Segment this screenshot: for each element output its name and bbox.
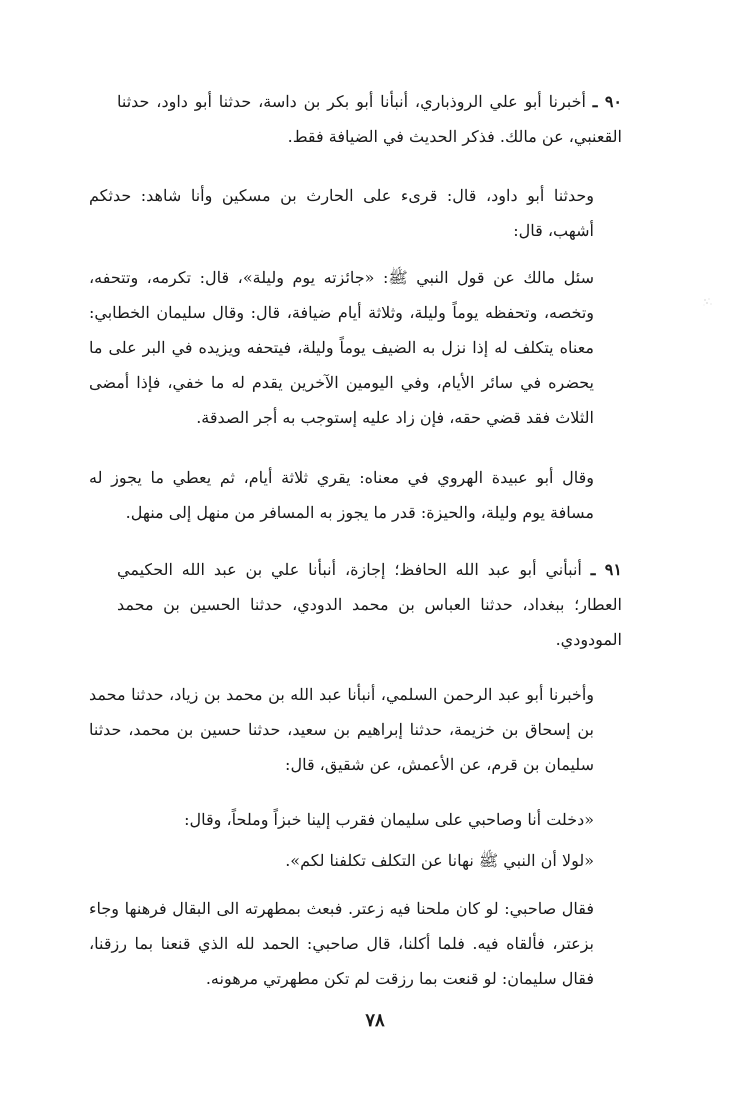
paragraph-commentary: وقال أبو عبيدة الهروي في معناه: يقري ثلاثة أيام، ثم يعطي ما يجوز له مسافة يوم وليلة، والحيزة: قدر ما يجوز به المسافر من منهل إلى منهل. [89, 468, 594, 522]
paragraph-text: أنبأني أبو عبد الله الحافظ؛ إجازة، أنبأنا علي بن عبد الله الحكيمي العطار؛ ببغداد، حدثنا العباس بن محمد الدودي، حدثنا الحسين بن محمد المودودي. [117, 560, 622, 649]
scan-speck [702, 296, 714, 308]
paragraph-text: أخبرنا أبو علي الروذباري، أنبأنا أبو بكر بن داسة، حدثنا أبو داود، حدثنا القعنبي، عن مالك. فذكر الحديث في الضيافة فقط. [117, 92, 622, 146]
paragraph-hadith-90 [117, 84, 622, 154]
paragraph-chain: وأخبرنا أبو عبد الرحمن السلمي، أنبأنا عبد الله بن محمد بن زياد، حدثنا محمد بن إسحاق بن خزيمة، حدثنا إبراهيم بن سعيد، حدثنا حسين بن محمد، حدثنا سليمان بن قرم، عن الأعمش، عن شقيق، قال: [89, 685, 594, 774]
paragraph-narration: وحدثنا أبو داود، قال: قرىء على الحارث بن مسكين وأنا شاهد: حدثكم أشهب، قال: [89, 186, 594, 240]
hadith-number: ٩١ ـ [590, 560, 622, 579]
paragraph-story: فقال صاحبي: لو كان ملحنا فيه زعتر. فبعث بمطهرته الى البقال فرهنها وجاء بزعتر، فألقاه فيه. فلما أكلنا، قال صاحبي: الحمد لله الذي قنعنا بما رزقنا، فقال سليمان: لو قنعت بما رزقت لم تكن مطهرتي مرهونه. [89, 899, 594, 988]
paragraph-hadith-91 [117, 552, 622, 657]
paragraph-quote-2: «لولا أن النبي ﷺ نهانا عن التكلف تكلفنا لكم». [285, 851, 594, 870]
hadith-number: ٩٠ ـ [592, 92, 622, 111]
paragraph-quote-1: «دخلت أنا وصاحبي على سليمان فقرب إلينا خبزاً وملحاً، وقال: [184, 810, 594, 829]
page-number: ٧٨ [365, 1010, 385, 1031]
paragraph-explanation: سئل مالك عن قول النبي ﷺ: «جائزته يوم وليلة»، قال: تكرمه، وتتحفه، وتخصه، وتحفظه يوماً وليلة، وثلاثة أيام ضيافة، قال: وقال سليمان الخطابي: معناه يتكلف له إذا نزل به الضيف يوماً وليلة، فيتحفه ويزيده في البر على ما يحضره في سائر الأيام، وفي اليومين الآخرين يقدم له ما خفي، فإذا أمضى الثلاث فقد قضي حقه، فإن زاد عليه إستوجب به أجر الصدقة. [89, 268, 594, 427]
